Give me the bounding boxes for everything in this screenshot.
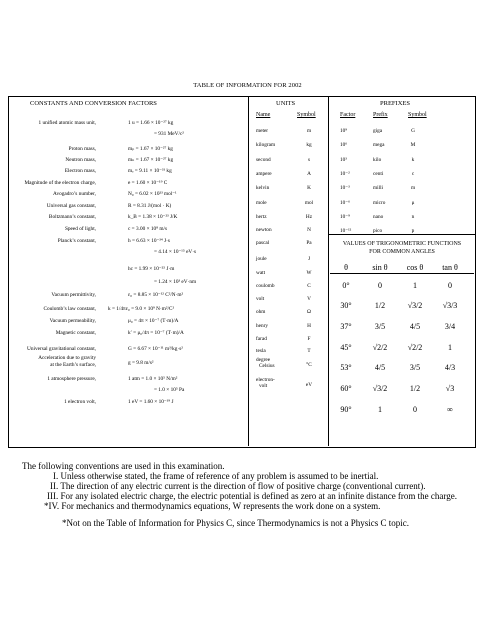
constant-value: k_B = 1.38 × 10⁻²³ J/K xyxy=(128,214,178,220)
trig-cell: 1 xyxy=(448,343,452,352)
constants-header: CONSTANTS AND CONVERSION FACTORS xyxy=(30,100,157,107)
trig-cell: 3/4 xyxy=(444,322,456,331)
unit-name: meter xyxy=(256,128,269,134)
convention-item-1: I. Unless otherwise stated, the frame of reference of any problem is assumed to be inertial. xyxy=(53,471,379,481)
trig-cell: √2/2 xyxy=(407,343,423,352)
constant-label: at the Earth’s surface, xyxy=(50,362,96,368)
trig-cell: 0° xyxy=(342,281,350,290)
constant-label: Universal gas constant, xyxy=(46,203,96,209)
units-col-name: Name xyxy=(256,112,271,118)
trig-cell: √3/2 xyxy=(407,301,423,310)
constant-value: ε₀ = 8.85 × 10⁻¹² C²/N·m² xyxy=(128,292,184,298)
unit-name: volt xyxy=(256,296,265,302)
prefix-name: mega xyxy=(373,142,385,148)
unit-symbol: Hz xyxy=(305,214,313,220)
trig-header-cell: cos θ xyxy=(406,263,424,272)
trig-header-cell: tan θ xyxy=(442,263,458,272)
convention-item-4: *IV. For mechanics and thermodynamics equations, W represents the work done on a system. xyxy=(44,501,381,511)
unit-symbol: Ω xyxy=(307,309,311,315)
trig-cell: 3/5 xyxy=(409,363,421,372)
convention-item-2: II. The direction of any electric current is the direction of flow of positive charge (conventional current). xyxy=(50,481,426,491)
prefix-symbol: G xyxy=(411,128,415,134)
constant-value: R = 8.31 J/(mol · K) xyxy=(128,203,172,209)
trig-cell: 1 xyxy=(378,405,382,414)
unit-name: joule xyxy=(256,256,267,262)
unit-name: henry xyxy=(256,323,269,329)
prefix-name: kilo xyxy=(373,157,382,163)
trig-cell: ∞ xyxy=(447,405,453,414)
unit-symbol: W xyxy=(306,270,312,276)
unit-symbol: H xyxy=(307,323,311,329)
unit-name: mole xyxy=(256,200,267,206)
unit-name: volt xyxy=(259,383,268,389)
trig-cell: √3 xyxy=(445,384,455,393)
unit-symbol: T xyxy=(307,348,311,354)
constant-value: 1 u = 1.66 × 10⁻²⁷ kg xyxy=(128,120,174,126)
prefixes-header: PREFIXES xyxy=(380,100,410,107)
trig-cell: 4/5 xyxy=(374,363,386,372)
prefix-factor: 10⁻⁶ xyxy=(340,200,350,206)
constant-value: k = 1/4πε₀ = 9.0 × 10⁹ N·m²/C² xyxy=(108,306,175,312)
constant-value: e = 1.60 × 10⁻¹⁹ C xyxy=(128,180,168,186)
unit-symbol: kg xyxy=(306,142,312,148)
prefix-factor: 10³ xyxy=(340,157,347,163)
prefix-name: pico xyxy=(373,228,383,234)
prefixes-col-prefix: Prefix xyxy=(373,112,388,118)
conventions-footnote: *Not on the Table of Information for Physics C, since Thermodynamics is not a Physics C topic. xyxy=(62,518,409,528)
trig-cell: 45° xyxy=(340,343,352,352)
constant-value: 1 atm = 1.0 × 10⁵ N/m² xyxy=(128,376,178,382)
constant-value: G = 6.67 × 10⁻¹¹ m³/kg·s² xyxy=(128,346,183,352)
constant-label: Coulomb’s law constant, xyxy=(43,306,96,312)
constant-label: Universal gravitational constant, xyxy=(27,346,96,352)
trig-cell: 1 xyxy=(413,281,417,290)
page-title: TABLE OF INFORMATION FOR 2002 xyxy=(193,82,302,89)
prefix-symbol: c xyxy=(411,171,415,177)
unit-symbol: K xyxy=(307,185,311,191)
prefix-symbol: μ xyxy=(411,200,415,206)
unit-symbol: Pa xyxy=(306,240,312,246)
unit-symbol: A xyxy=(307,171,311,177)
units-header: UNITS xyxy=(276,100,296,107)
unit-symbol: s xyxy=(307,157,311,163)
trig-cell: 1/2 xyxy=(374,301,386,310)
constant-value: = 4.14 × 10⁻¹⁵ eV·s xyxy=(154,249,197,255)
unit-symbol: C xyxy=(307,283,311,289)
trig-title-line1: VALUES OF TRIGONOMETRIC FUNCTIONS xyxy=(342,241,462,247)
constant-label: Magnetic constant, xyxy=(55,330,96,336)
constant-label: Magnitude of the electron charge, xyxy=(24,180,96,186)
constant-label: 1 electron volt, xyxy=(64,399,96,405)
divider-constants-units xyxy=(248,97,249,446)
prefixes-col-factor: Factor xyxy=(340,112,356,118)
constant-label: Neutron mass, xyxy=(65,157,96,163)
constant-value: N₀ = 6.02 × 10²³ mol⁻¹ xyxy=(128,191,177,197)
unit-name: pascal xyxy=(256,240,270,246)
unit-name: watt xyxy=(256,270,266,276)
trig-cell: 90° xyxy=(340,405,352,414)
unit-name: hertz xyxy=(256,214,267,220)
unit-symbol: F xyxy=(307,336,311,342)
unit-symbol: J xyxy=(307,256,311,262)
prefix-name: nano xyxy=(373,214,384,220)
prefix-factor: 10⁶ xyxy=(340,142,348,148)
constant-value: g = 9.8 m/s² xyxy=(128,360,154,366)
constant-value: mₚ = 1.67 × 10⁻²⁷ kg xyxy=(128,146,173,152)
prefix-factor: 10⁻⁹ xyxy=(340,214,350,220)
unit-symbol: N xyxy=(307,227,311,233)
unit-name: coulomb xyxy=(256,283,275,289)
unit-name: second xyxy=(256,157,271,163)
constant-label: Vacuum permeability, xyxy=(49,318,96,324)
trig-cell: 0 xyxy=(413,405,417,414)
prefixes-col-symbol: Symbol xyxy=(408,112,427,118)
prefix-name: giga xyxy=(373,128,383,134)
prefix-factor: 10⁻¹² xyxy=(340,228,352,234)
prefix-symbol: p xyxy=(411,228,415,234)
constant-value: mₙ = 1.67 × 10⁻²⁷ kg xyxy=(128,157,174,163)
divider-prefixes-trig xyxy=(329,234,475,235)
unit-symbol: V xyxy=(307,296,311,302)
constant-label: 1 atmosphere pressure, xyxy=(47,376,96,382)
constant-label: Planck’s constant, xyxy=(57,238,96,244)
unit-name: tesla xyxy=(256,348,266,354)
trig-header-cell: sin θ xyxy=(372,263,388,272)
unit-name: ohm xyxy=(256,309,266,315)
trig-cell: 37° xyxy=(340,322,352,331)
trig-cell: 4/3 xyxy=(444,363,456,372)
trig-cell: 1/2 xyxy=(409,384,421,393)
constant-label: 1 unified atomic mass unit, xyxy=(38,120,96,126)
trig-cell: 4/5 xyxy=(409,322,421,331)
unit-name: farad xyxy=(256,336,267,342)
unit-symbol: m xyxy=(306,128,312,134)
unit-name: ampere xyxy=(256,171,272,177)
unit-symbol: °C xyxy=(306,362,312,368)
constant-label: Proton mass, xyxy=(68,146,96,152)
unit-name: newton xyxy=(256,227,272,233)
prefix-factor: 10⁻³ xyxy=(340,185,350,191)
trig-cell: 30° xyxy=(340,301,352,310)
unit-name: kelvin xyxy=(256,185,270,191)
prefix-symbol: m xyxy=(410,185,416,191)
constant-value: hc = 1.99 × 10⁻²⁵ J·m xyxy=(128,266,175,272)
constant-value: c = 3.00 × 10⁸ m/s xyxy=(128,226,168,232)
prefix-name: centi xyxy=(373,171,384,177)
prefix-symbol: n xyxy=(411,214,415,220)
constant-value: = 1.0 × 10⁵ Pa xyxy=(154,387,185,393)
trig-header-rule xyxy=(330,273,474,274)
unit-name: kilogram xyxy=(256,142,276,148)
constant-label: Electron mass, xyxy=(64,168,96,174)
constant-value: = 931 MeV/c² xyxy=(154,131,184,137)
trig-cell: √3/2 xyxy=(372,384,388,393)
prefix-name: micro xyxy=(373,200,386,206)
conventions-intro: The following conventions are used in this examination. xyxy=(22,461,225,471)
trig-cell: 60° xyxy=(340,384,352,393)
constant-label: Acceleration due to gravity xyxy=(38,355,96,361)
constant-label: Boltzmann’s constant, xyxy=(48,214,96,220)
trig-cell: 53° xyxy=(340,363,352,372)
trig-cell: √2/2 xyxy=(372,343,388,352)
constant-label: Speed of light, xyxy=(64,226,96,232)
trig-cell: 0 xyxy=(448,281,452,290)
unit-name: electron- xyxy=(256,377,275,383)
trig-title-line2: FOR COMMON ANGLES xyxy=(369,249,435,255)
trig-cell: 3/5 xyxy=(374,322,386,331)
prefix-name: milli xyxy=(373,185,384,191)
unit-name: Celsius xyxy=(259,363,275,369)
constant-value: μ₀ = 4π × 10⁻⁷ (T·m)/A xyxy=(128,318,179,324)
constant-value: mₑ = 9.11 × 10⁻³¹ kg xyxy=(128,168,172,174)
constant-value: k′ = μ₀/4π = 10⁻⁷ (T·m)/A xyxy=(128,330,184,336)
units-col-symbol: Symbol xyxy=(297,112,316,118)
prefix-factor: 10⁻² xyxy=(340,171,350,177)
prefix-factor: 10⁹ xyxy=(340,128,348,134)
trig-cell: √3/3 xyxy=(442,301,458,310)
prefix-symbol: k xyxy=(411,157,415,163)
unit-name: degree xyxy=(256,357,271,363)
convention-item-3: III. For any isolated electric charge, the electric potential is defined as zero at an infinite distance from the charge. xyxy=(47,491,457,501)
constant-value: = 1.24 × 10³ eV·nm xyxy=(154,279,197,285)
constant-label: Avogadro’s number, xyxy=(53,191,96,197)
constant-label: Vacuum permittivity, xyxy=(51,292,96,298)
constant-value: h = 6.63 × 10⁻³⁴ J·s xyxy=(128,238,170,244)
unit-symbol: mol xyxy=(304,200,314,206)
trig-cell: 0 xyxy=(378,281,382,290)
trig-header-cell: θ xyxy=(344,263,348,272)
unit-symbol: eV xyxy=(305,382,313,388)
constant-value: 1 eV = 1.60 × 10⁻¹⁹ J xyxy=(128,399,174,405)
prefix-symbol: M xyxy=(410,142,416,148)
